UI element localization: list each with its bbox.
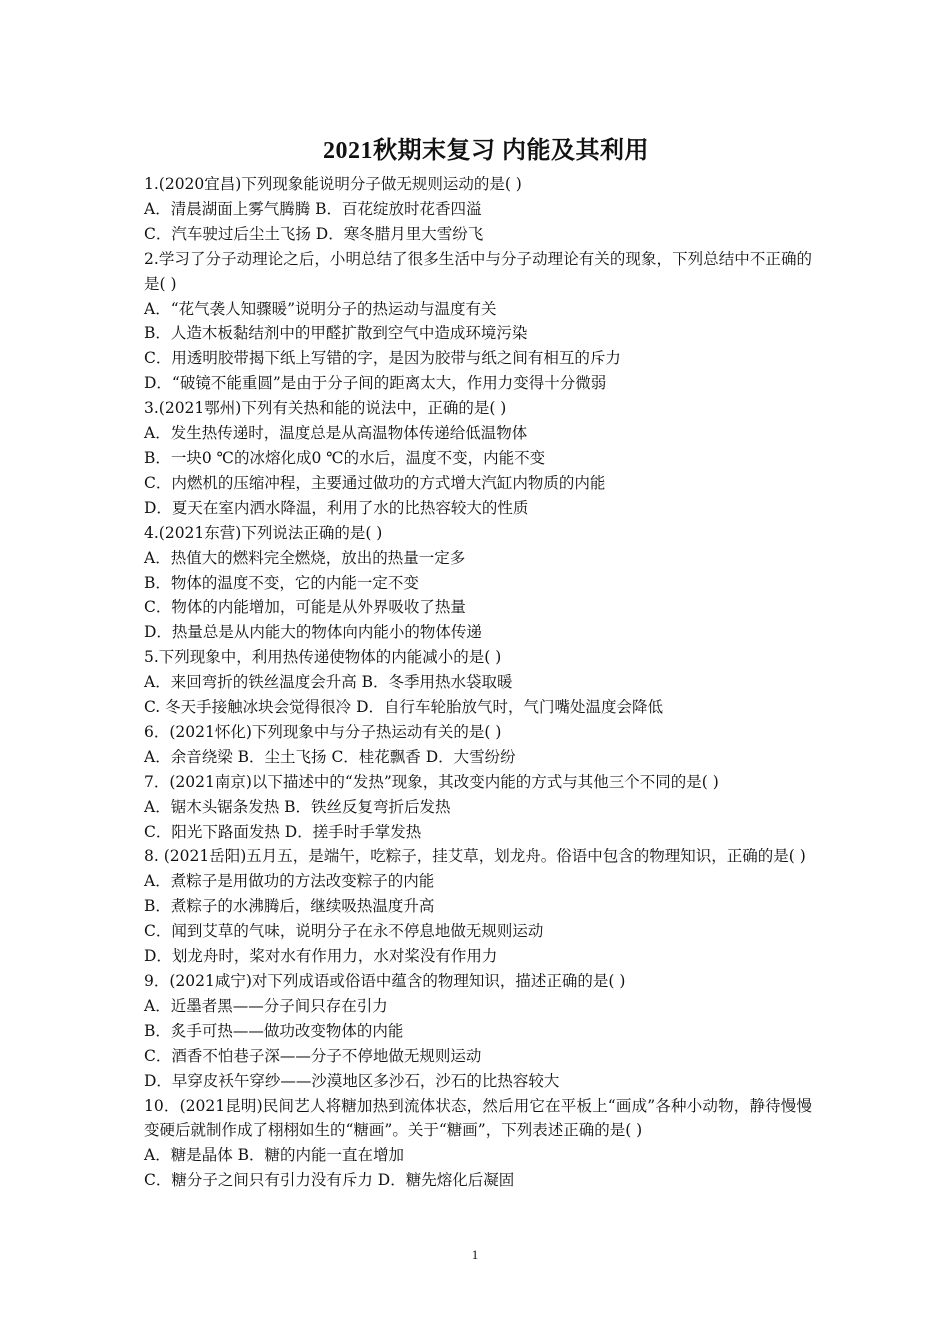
- q4-option-b: B．物体的温度不变，它的内能一定不变: [144, 573, 419, 592]
- question-list: [144, 172, 812, 1193]
- q5-options-cd: C. 冬天手接触冰块会觉得很冷 D．自行车轮胎放气时，气门嘴处温度会降低: [144, 698, 664, 717]
- q3-option-b: B．一块0 ℃的冰熔化成0 ℃的水后，温度不变，内能不变: [144, 448, 546, 467]
- page-title: 2021秋期末复习 内能及其利用: [323, 138, 649, 164]
- q4-option-d: D．热量总是从内能大的物体向内能小的物体传递: [144, 623, 482, 642]
- q8-stem: 8. (2021岳阳)五月五，是端午，吃粽子，挂艾草，划龙舟。俗语中包含的物理知识，正确的是( ): [144, 847, 806, 866]
- q8-option-a: A．煮粽子是用做功的方法改变粽子的内能: [144, 872, 435, 891]
- q2-option-c: C．用透明胶带揭下纸上写错的字，是因为胶带与纸之间有相互的斥力: [144, 349, 621, 368]
- q1-options-ab: A．清晨湖面上雾气腾腾 B．百花绽放时花香四溢: [144, 199, 482, 218]
- q3-option-d: D．夏天在室内洒水降温，利用了水的比热容较大的性质: [144, 498, 529, 517]
- q3-option-a: A．发生热传递时，温度总是从高温物体传递给低温物体: [144, 424, 528, 443]
- q2-option-a: A．“花气袭人知骤暖”说明分子的热运动与温度有关: [144, 299, 497, 318]
- q10-options-ab: A．糖是晶体 B．糖的内能一直在增加: [144, 1146, 405, 1165]
- q5-stem: 5.下列现象中，利用热传递使物体的内能减小的是( ): [144, 648, 502, 667]
- q6-options: A．余音绕梁 B．尘土飞扬 C．桂花飘香 D．大雪纷纷: [144, 747, 516, 766]
- q1-options-cd: C．汽车驶过后尘土飞扬 D．寒冬腊月里大雪纷飞: [144, 224, 484, 243]
- q9-stem: 9．(2021咸宁)对下列成语或俗语中蕴含的物理知识，描述正确的是( ): [144, 972, 626, 990]
- q4-stem: 4.(2021东营)下列说法正确的是( ): [144, 523, 383, 542]
- q3-option-c: C．内燃机的压缩冲程，主要通过做功的方式增大汽缸内物质的内能: [144, 473, 606, 492]
- q9-option-a: A．近墨者黑——分子间只存在引力: [144, 996, 388, 1015]
- q2-option-d: D．“破镜不能重圆”是由于分子间的距离太大，作用力变得十分微弱: [144, 374, 607, 393]
- q7-options-cd: C．阳光下路面发热 D．搓手时手掌发热: [144, 822, 422, 841]
- q8-option-c: C．闻到艾草的气味，说明分子在永不停息地做无规则运动: [144, 922, 544, 941]
- q1-stem: 1.(2020宜昌)下列现象能说明分子做无规则运动的是( ): [144, 175, 522, 193]
- q7-stem: 7．(2021南京)以下描述中的“发热”现象，其改变内能的方式与其他三个不同的是( ): [144, 772, 719, 791]
- q7-options-ab: A．锯木头锯条发热 B．铁丝反复弯折后发热: [144, 797, 451, 816]
- page-number: 1: [471, 1247, 479, 1262]
- q9-option-d: D．早穿皮袄午穿纱——沙漠地区多沙石，沙石的比热容较大: [144, 1071, 560, 1090]
- q8-option-d: D．划龙舟时，桨对水有作用力，水对桨没有作用力: [144, 947, 498, 966]
- q2-option-b: B．人造木板黏结剂中的甲醛扩散到空气中造成环境污染: [144, 324, 528, 343]
- q10-stem: 10．(2021昆明)民间艺人将糖加热到流体状态，然后用它在平板上“画成”各种小动物，静待慢慢变硬后就制作成了栩栩如生的“糖画”。关于“糖画”，下列表述正确的是( ): [144, 1096, 812, 1140]
- q6-stem: 6．(2021怀化)下列现象中与分子热运动有关的是( ): [144, 722, 502, 741]
- q9-option-b: B．炙手可热——做功改变物体的内能: [144, 1021, 404, 1040]
- q10-options-cd: C．糖分子之间只有引力没有斥力 D．糖先熔化后凝固: [144, 1171, 515, 1190]
- q8-option-b: B．煮粽子的水沸腾后，继续吸热温度升高: [144, 897, 435, 916]
- q4-option-c: C．物体的内能增加，可能是从外界吸收了热量: [144, 598, 466, 617]
- q4-option-a: A．热值大的燃料完全燃烧，放出的热量一定多: [144, 548, 466, 567]
- q5-options-ab: A．来回弯折的铁丝温度会升高 B．冬季用热水袋取暖: [144, 673, 513, 692]
- q9-option-c: C．酒香不怕巷子深——分子不停地做无规则运动: [144, 1046, 482, 1065]
- q2-stem: 2.学习了分子动理论之后，小明总结了很多生活中与分子动理论有关的现象，下列总结中不正确的是( ): [144, 249, 812, 293]
- q3-stem: 3.(2021鄂州)下列有关热和能的说法中，正确的是( ): [144, 399, 507, 418]
